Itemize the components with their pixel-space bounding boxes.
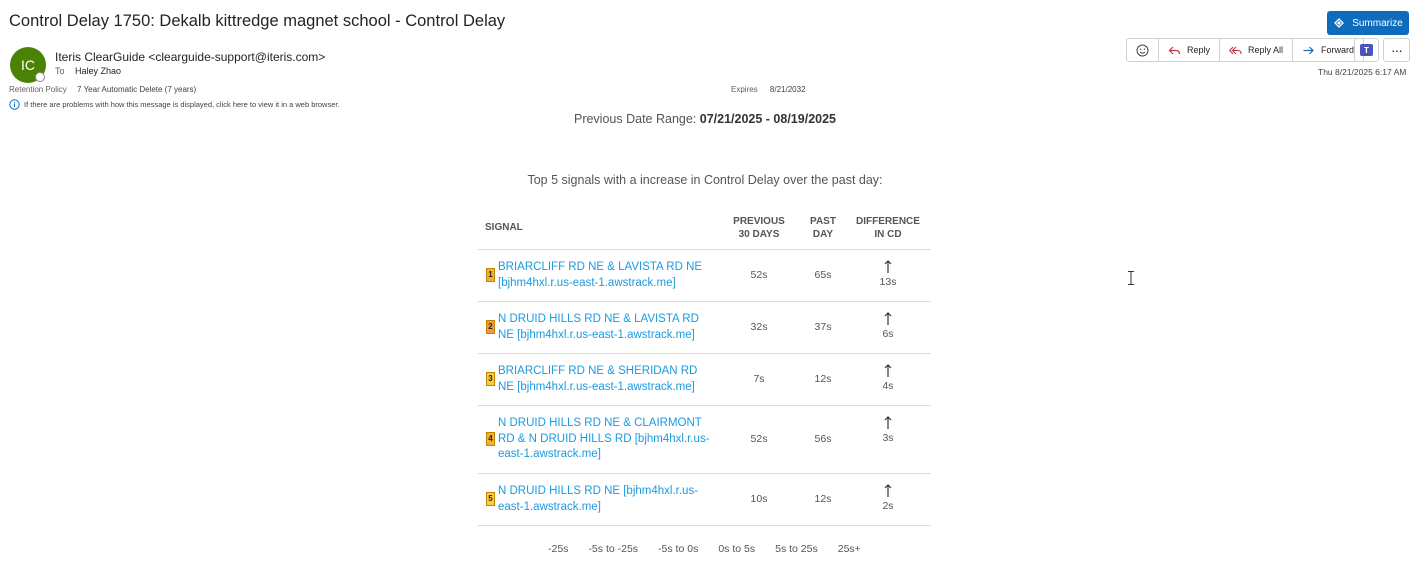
prev-30-days-value: 7s: [753, 373, 765, 385]
header-past-line1: PAST: [810, 216, 836, 227]
sender-name[interactable]: Iteris ClearGuide <clearguide-support@iteris.com>: [55, 50, 326, 64]
forward-button[interactable]: [1293, 39, 1363, 61]
signal-link[interactable]: N DRUID HILLS RD NE [bjhm4hxl.r.us-east-1.awstrack.me]: [498, 485, 699, 513]
info-icon: [9, 99, 20, 110]
past-day-value: 56s: [814, 433, 832, 445]
prev-30-days-value: 52s: [750, 433, 768, 445]
table-row: [478, 250, 931, 302]
share-to-teams-button[interactable]: [1354, 38, 1379, 62]
view-in-browser-banner[interactable]: [9, 99, 340, 110]
difference-cell: [852, 416, 924, 444]
legend-item: 0s to 5s: [718, 543, 756, 555]
header-diff-line2: IN CD: [874, 229, 902, 240]
prev-30-days-value: 10s: [750, 493, 768, 505]
increase-arrow-icon: [884, 416, 892, 430]
header-past-day: [802, 215, 844, 241]
signal-link[interactable]: BRIARCLIFF RD NE & LAVISTA RD NE [bjhm4hxl.r.us-east-1.awstrack.me]: [498, 261, 703, 289]
signal-link[interactable]: N DRUID HILLS RD NE & CLAIRMONT RD & N DRUID HILLS RD [bjhm4hxl.r.us-east-1.awstrack.me]: [498, 417, 710, 460]
difference-value: 4s: [882, 380, 894, 392]
emoji-reaction-button[interactable]: [1127, 39, 1159, 61]
legend-item: 5s to 25s: [775, 543, 818, 555]
difference-value: 3s: [882, 432, 894, 444]
reply-all-button[interactable]: [1220, 39, 1293, 61]
date-range-label: Previous Date Range:: [573, 112, 697, 126]
header-prev-line2: 30 DAYS: [738, 229, 780, 240]
more-actions-button[interactable]: ···: [1383, 38, 1410, 62]
smiley-icon: [1136, 44, 1149, 57]
table-row: [478, 354, 931, 406]
header-past-line2: DAY: [812, 229, 834, 240]
difference-value: 13s: [879, 276, 897, 288]
expires-value: 8/21/2032: [769, 85, 806, 94]
header-signal: SIGNAL: [485, 222, 523, 233]
difference-value: 6s: [882, 328, 894, 340]
date-range-line: [0, 112, 1410, 126]
table-row: [478, 474, 931, 526]
rank-badge: 4: [486, 432, 495, 446]
reply-icon: [1168, 44, 1181, 57]
legend-item: 25s+: [837, 543, 861, 555]
difference-cell: [852, 312, 924, 340]
date-range-value: 07/21/2025 - 08/19/2025: [699, 112, 836, 126]
forward-label: Forward: [1321, 45, 1355, 55]
increase-arrow-icon: [884, 364, 892, 378]
retention-label: Retention Policy: [9, 85, 67, 94]
view-in-browser-text[interactable]: If there are problems with how this message is displayed, click here to view it in a web browser.: [24, 100, 340, 109]
reply-all-icon: [1229, 44, 1242, 57]
message-actions: [1126, 38, 1364, 62]
past-day-value: 12s: [814, 373, 832, 385]
text-cursor-icon: [1128, 271, 1134, 285]
table-header: [478, 205, 931, 250]
legend-item: -25s: [548, 543, 569, 555]
signals-table: [478, 205, 931, 526]
difference-cell: [852, 260, 924, 288]
expires-info: [731, 85, 806, 94]
teams-icon: T: [1360, 44, 1373, 56]
header-diff-line1: DIFFERENCE: [856, 216, 920, 227]
copilot-icon: [1333, 17, 1345, 29]
past-day-value: 65s: [814, 269, 832, 281]
prev-30-days-value: 52s: [750, 269, 768, 281]
rank-badge: 2: [486, 320, 495, 334]
legend-item: -5s to 0s: [658, 543, 699, 555]
presence-status-icon: [35, 72, 45, 82]
increase-arrow-icon: [884, 312, 892, 326]
summarize-button[interactable]: [1327, 11, 1409, 35]
table-row: [478, 406, 931, 474]
retention-policy: [9, 85, 196, 94]
increase-arrow-icon: [884, 260, 892, 274]
rank-badge: 1: [486, 268, 495, 282]
legend-item: -5s to -25s: [588, 543, 639, 555]
delay-legend: [548, 543, 881, 555]
header-prev-line1: PREVIOUS: [733, 216, 785, 227]
avatar[interactable]: IC: [10, 47, 46, 83]
past-day-value: 12s: [814, 493, 832, 505]
header-difference: [852, 215, 924, 241]
recipient-name[interactable]: Haley Zhao: [75, 66, 122, 76]
reply-label: Reply: [1187, 45, 1211, 55]
table-row: [478, 302, 931, 354]
retention-value: 7 Year Automatic Delete (7 years): [77, 85, 197, 94]
reply-all-label: Reply All: [1248, 45, 1284, 55]
difference-cell: [852, 484, 924, 512]
forward-icon: [1302, 44, 1315, 57]
to-label: To: [55, 66, 65, 76]
difference-value: 2s: [882, 500, 894, 512]
email-subject: Control Delay 1750: Dekalb kittredge magnet school - Control Delay: [9, 12, 506, 30]
rank-badge: 3: [486, 372, 495, 386]
reply-button[interactable]: [1159, 39, 1220, 61]
past-day-value: 37s: [814, 321, 832, 333]
signal-link[interactable]: BRIARCLIFF RD NE & SHERIDAN RD NE [bjhm4hxl.r.us-east-1.awstrack.me]: [498, 365, 698, 393]
top5-heading: Top 5 signals with a increase in Control Delay over the past day:: [527, 173, 883, 187]
received-timestamp: Thu 8/21/2025 6:17 AM: [1318, 67, 1407, 77]
prev-30-days-value: 32s: [750, 321, 768, 333]
recipient-line: [55, 66, 121, 76]
summarize-label: Summarize: [1352, 17, 1403, 29]
header-previous-30-days: [727, 215, 791, 241]
difference-cell: [852, 364, 924, 392]
rank-badge: 5: [486, 492, 495, 506]
increase-arrow-icon: [884, 484, 892, 498]
expires-label: Expires: [731, 85, 758, 94]
signal-link[interactable]: N DRUID HILLS RD NE & LAVISTA RD NE [bjhm4hxl.r.us-east-1.awstrack.me]: [498, 313, 699, 341]
